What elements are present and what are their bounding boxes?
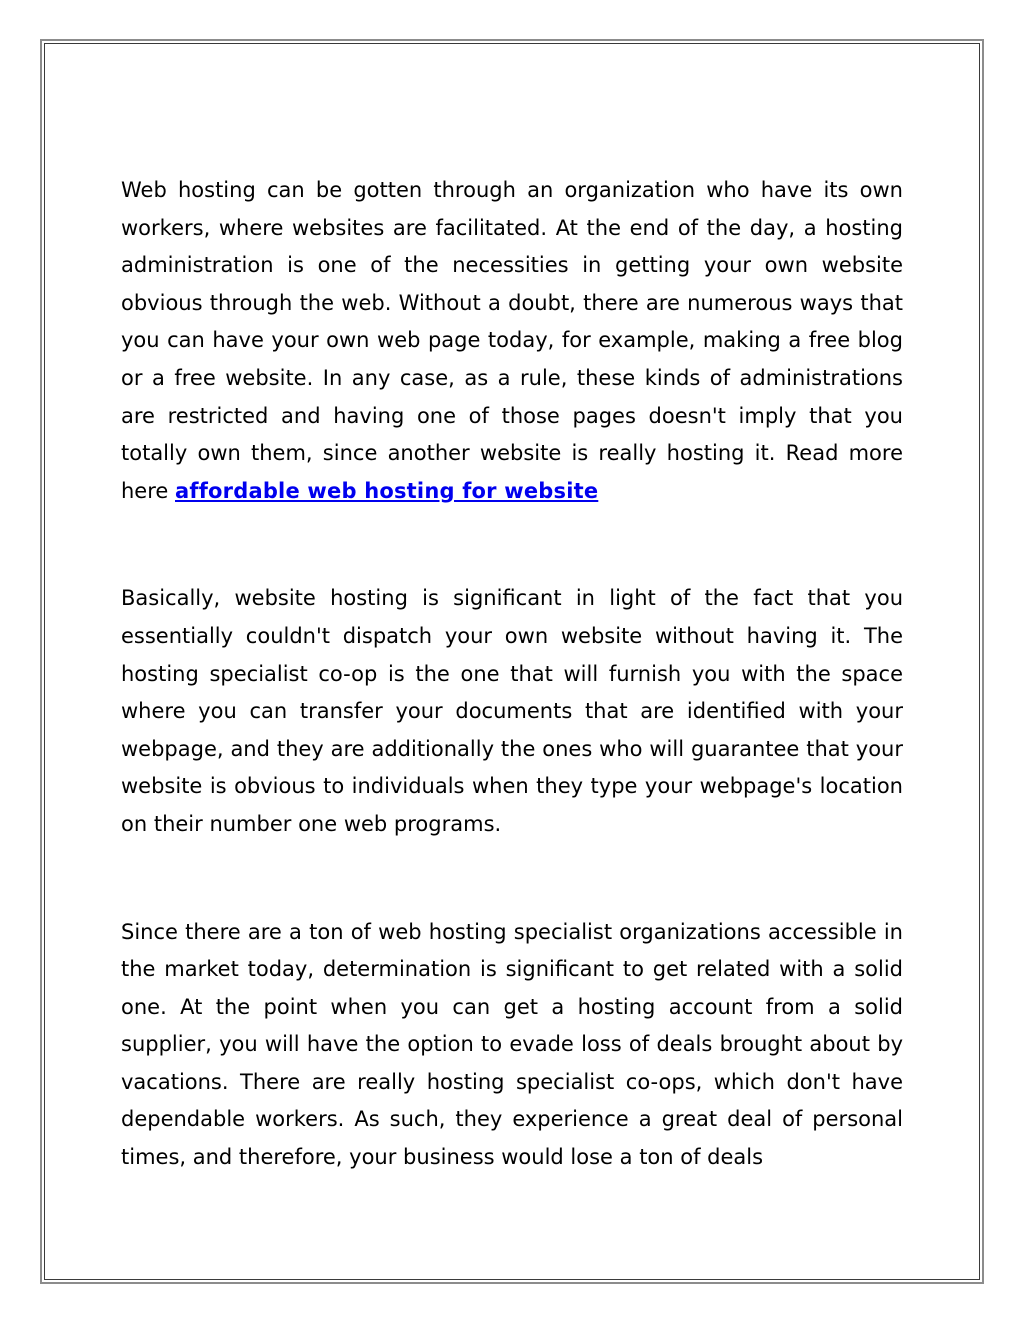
paragraph-3	[121, 914, 903, 1177]
affordable-web-hosting-link[interactable]: affordable web hosting for website	[175, 478, 599, 503]
paragraph-2-text: Basically, website hosting is significant in light of the fact that you essentially couldn't dispatch your own website without having it. The hosting specialist co-op is the one that will furnish you with the space where you can transfer your documents that are identified with your webpage, and they are additionally the ones who will guarantee that your website is obvious to individuals when they type your webpage's location on their number one web programs.	[121, 586, 903, 836]
paragraph-3-text: Since there are a ton of web hosting specialist organizations accessible in the market today, determination is significant to get related with a solid one. At the point when you can get a hosting account from a solid supplier, you will have the option to evade loss of deals brought about by vacations. There are really hosting specialist co-ops, which don't have dependable workers. As such, they experience a great deal of personal times, and therefore, your business would lose a ton of deals	[121, 919, 903, 1170]
paragraph-1	[121, 172, 903, 510]
document-body	[121, 172, 903, 1177]
paragraph-1-text: Web hosting can be gotten through an organization who have its own workers, where websites are facilitated. At the end of the day, a hosting administration is one of the necessities in getting your own website obvious through the web. Without a doubt, there are numerous ways that you can have your own web page today, for example, making a free blog or a free website. In any case, as a rule, these kinds of administrations are restricted and having one of those pages doesn't imply that you totally own them, since another website is really hosting it. Read more here	[121, 178, 903, 503]
paragraph-2	[121, 580, 903, 843]
